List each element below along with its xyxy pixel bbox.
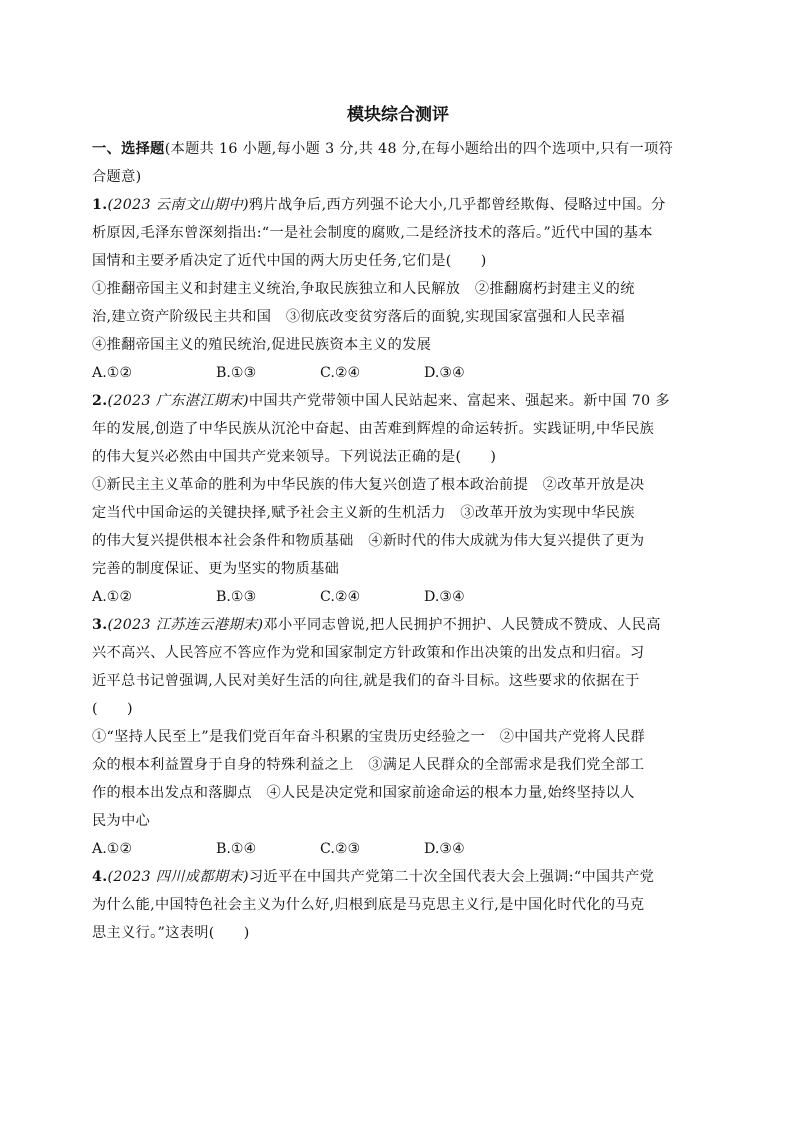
question-text: 中国共产党带领中国人民站起来、富起来、强起来。新中国 70 多	[248, 393, 670, 409]
question-text-line: 定当代中国命运的关键抉择,赋予社会主义新的生机活力 ③改革开放为实现中华民族	[92, 505, 635, 521]
question-text-line: 民为中心	[92, 813, 151, 829]
answer-option[interactable]: D.③④	[424, 841, 465, 857]
section-instruction-line: 合题意)	[92, 169, 142, 185]
answer-option[interactable]: A.①②	[92, 589, 133, 605]
page-title: 模块综合测评	[347, 105, 449, 125]
question-text: 习近平在中国共产党第二十次全国代表大会上强调:“中国共产党	[248, 869, 655, 885]
question-3	[92, 611, 704, 863]
answer-option[interactable]: D.③④	[424, 589, 465, 605]
question-source: (2023 广东湛江期末)	[107, 393, 249, 409]
question-source: (2023 云南文山期中)	[107, 197, 249, 213]
question-text-line: 的伟大复兴必然由中国共产党来领导。下列说法正确的是( )	[92, 449, 497, 465]
answer-option[interactable]: D.③④	[424, 365, 465, 381]
question-number: 1.	[92, 197, 108, 213]
section-header	[92, 135, 704, 191]
question-text-line	[92, 191, 704, 219]
answer-option[interactable]: B.①④	[216, 841, 257, 857]
answer-option[interactable]: B.①③	[216, 589, 257, 605]
question-4	[92, 863, 704, 947]
answer-option[interactable]: B.①③	[216, 365, 257, 381]
question-1	[92, 191, 704, 387]
question-text-line: 为什么能,中国特色社会主义为什么好,归根到底是马克思主义行,是中国化时代化的马克	[92, 897, 645, 913]
document-page	[92, 95, 704, 947]
question-text-line: 近平总书记曾强调,人民对美好生活的向往,就是我们的奋斗目标。这些要求的依据在于	[92, 673, 640, 689]
question-text-line: ④推翻帝国主义的殖民统治,促进民族资本主义的发展	[92, 337, 432, 353]
question-text-line: ①新民主主义革命的胜利为中华民族的伟大复兴创造了根本政治前提 ②改革开放是决	[92, 477, 645, 493]
question-source: (2023 四川成都期末)	[107, 869, 249, 885]
question-text: 邓小平同志曾说,把人民拥护不拥护、人民赞成不赞成、人民高	[263, 617, 661, 633]
question-text-line: 完善的制度保证、更为坚实的物质基础	[92, 561, 340, 577]
question-2	[92, 387, 704, 611]
question-text-line: ①推翻帝国主义和封建主义统治,争取民族独立和人民解放 ②推翻腐朽封建主义的统	[92, 281, 635, 297]
question-text-line: ①“坚持人民至上”是我们党百年奋斗积累的宝贵历史经验之一 ②中国共产党将人民群	[92, 729, 646, 745]
question-text-line: 作的根本出发点和落脚点 ④人民是决定党和国家前途命运的根本力量,始终坚持以人	[92, 785, 635, 801]
question-source: (2023 江苏连云港期末)	[107, 617, 264, 633]
question-text-line: 国情和主要矛盾决定了近代中国的两大历史任务,它们是( )	[92, 253, 487, 269]
question-text-line: 兴不高兴、人民答应不答应作为党和国家制定方针政策和作出决策的出发点和归宿。习	[92, 645, 645, 661]
question-text-line: 年的发展,创造了中华民族从沉沦中奋起、由苦难到辉煌的命运转折。实践证明,中华民族	[92, 421, 655, 437]
question-text-line: 众的根本利益置身于自身的特殊利益之上 ③满足人民群众的全部需求是我们党全部工	[92, 757, 645, 773]
question-number: 2.	[92, 393, 108, 409]
question-text-line: ( )	[92, 701, 133, 717]
answer-options	[92, 583, 704, 611]
section-head: 一、选择题	[92, 141, 165, 157]
answer-option[interactable]: A.①②	[92, 365, 133, 381]
question-text: 鸦片战争后,西方列强不论大小,几乎都曾经欺侮、侵略过中国。分	[248, 197, 666, 213]
question-number: 4.	[92, 869, 108, 885]
question-text-line: 析原因,毛泽东曾深刻指出:“一是社会制度的腐败,二是经济技术的落后。”近代中国的基本	[92, 225, 653, 241]
answer-option[interactable]: C.②③	[320, 841, 361, 857]
question-text-line: 的伟大复兴提供根本社会条件和物质基础 ④新时代的伟大成就为伟大复兴提供了更为	[92, 533, 645, 549]
answer-options	[92, 835, 704, 863]
question-text-line: 思主义行。”这表明( )	[92, 925, 250, 941]
question-list	[92, 191, 704, 947]
answer-option[interactable]: C.②④	[320, 589, 361, 605]
section-instruction: (本题共 16 小题,每小题 3 分,共 48 分,在每小题给出的四个选项中,只有一项符	[164, 141, 674, 157]
answer-option[interactable]: A.①②	[92, 841, 133, 857]
question-text-line	[92, 387, 704, 415]
question-number: 3.	[92, 617, 108, 633]
question-text-line	[92, 863, 704, 891]
question-text-line: 治,建立资产阶级民主共和国 ③彻底改变贫穷落后的面貌,实现国家富强和人民幸福	[92, 309, 626, 325]
question-text-line	[92, 611, 704, 639]
section-instruction-line	[92, 135, 704, 163]
answer-option[interactable]: C.②④	[320, 365, 361, 381]
answer-options	[92, 359, 704, 387]
